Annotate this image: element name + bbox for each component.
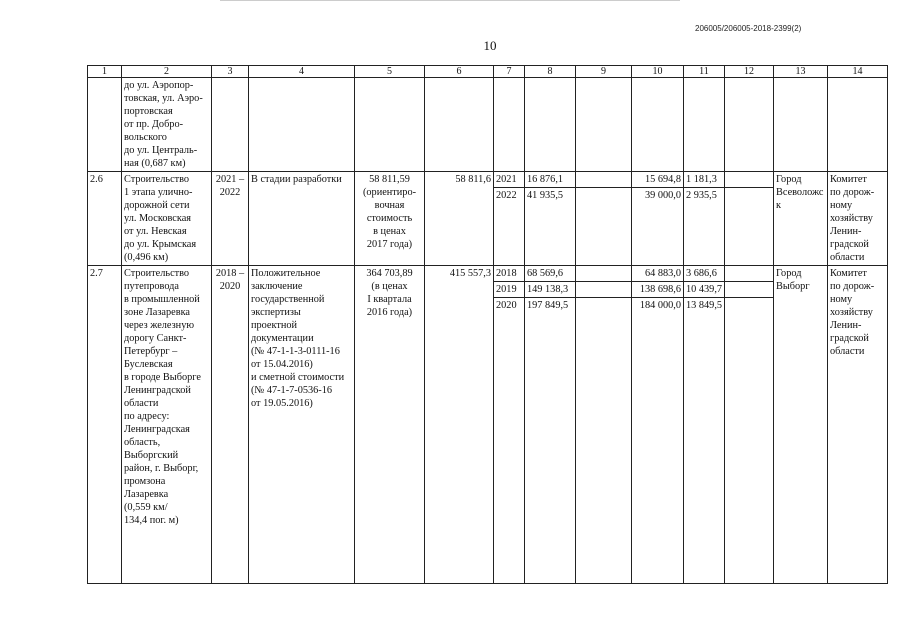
scan-edge	[220, 0, 680, 1]
amount: 15 694,8	[632, 172, 683, 188]
object-name: Строительство путепровода в промышленной зоне Лазаревка через железную дорогу Санкт- Петербург – Буслевская в городе Выборге Ленинградской области по адресу: Ленинградская область, Выборгский район, г. Выборг, промзона Лазаревка (0,559 км/ 134,4 пог. м)	[122, 266, 212, 584]
column-header: 11	[684, 66, 725, 78]
amount: 138 698,6	[632, 282, 683, 298]
row-number: 2.7	[88, 266, 122, 584]
year: 2020	[496, 300, 517, 311]
investment-table	[87, 65, 888, 584]
location: Город Выборг	[774, 266, 828, 584]
column-header: 2	[122, 66, 212, 78]
total-cost: 58 811,6	[425, 172, 494, 266]
object-name: до ул. Аэропор- товская, ул. Аэро- портовская от пр. Добро- вольского до ул. Централь- ная (0,687 км)	[122, 78, 212, 172]
row-number: 2.6	[88, 172, 122, 266]
amount: 1 181,3	[684, 172, 724, 188]
page-number: 10	[483, 38, 497, 53]
year: 2018	[494, 266, 524, 282]
customer: Комитет по дорож- ному хозяйству Ленин- градской области	[828, 172, 888, 266]
period: 2018 – 2020	[212, 266, 249, 584]
table-row	[88, 172, 888, 266]
amount: 64 883,0	[632, 266, 683, 282]
column-header: 14	[828, 66, 888, 78]
customer: Комитет по дорож- ному хозяйству Ленин- градской области	[828, 266, 888, 584]
amount: 16 876,1	[525, 172, 575, 188]
amount: 13 849,5	[686, 300, 723, 311]
estimated-cost: 364 703,89 (в ценах I квартала 2016 года)	[355, 266, 425, 584]
year: 2019	[494, 282, 524, 298]
location: Город Всеволожск	[774, 172, 828, 266]
amount: 3 686,6	[684, 266, 724, 282]
amount: 2 935,5	[686, 190, 717, 201]
status: В стадии разработки	[249, 172, 355, 266]
amount: 41 935,5	[527, 190, 564, 201]
amount: 184 000,0	[639, 300, 681, 311]
column-header: 10	[632, 66, 684, 78]
amount: 39 000,0	[644, 190, 681, 201]
column-header: 13	[774, 66, 828, 78]
total-cost: 415 557,3	[425, 266, 494, 584]
amount: 149 138,3	[525, 282, 575, 298]
column-header: 9	[576, 66, 632, 78]
column-header: 12	[725, 66, 774, 78]
column-header: 3	[212, 66, 249, 78]
year: 2022	[496, 190, 517, 201]
column-header: 4	[249, 66, 355, 78]
document-id: 206005/206005-2018-2399(2)	[695, 24, 802, 33]
status: Положительное заключение государственной экспертизы проектной документации (№ 47-1-1-3-0111-16 от 15.04.2016) и сметной стоимости (№ 47-1-7-0536-16 от 19.05.2016)	[249, 266, 355, 584]
column-header: 1	[88, 66, 122, 78]
object-name: Строительство 1 этапа улично- дорожной сети ул. Московская от ул. Невская до ул. Крымская (0,496 км)	[122, 172, 212, 266]
estimated-cost: 58 811,59 (ориентиро- вочная стоимость в ценах 2017 года)	[355, 172, 425, 266]
column-header: 8	[525, 66, 576, 78]
amount: 197 849,5	[527, 300, 569, 311]
table-row	[88, 266, 888, 584]
continuation-row	[88, 78, 888, 172]
column-header: 6	[425, 66, 494, 78]
column-header: 7	[494, 66, 525, 78]
amount: 68 569,6	[525, 266, 575, 282]
header-row	[88, 66, 888, 78]
amount: 10 439,7	[684, 282, 724, 298]
year: 2021	[494, 172, 524, 188]
period: 2021 – 2022	[212, 172, 249, 266]
column-header: 5	[355, 66, 425, 78]
